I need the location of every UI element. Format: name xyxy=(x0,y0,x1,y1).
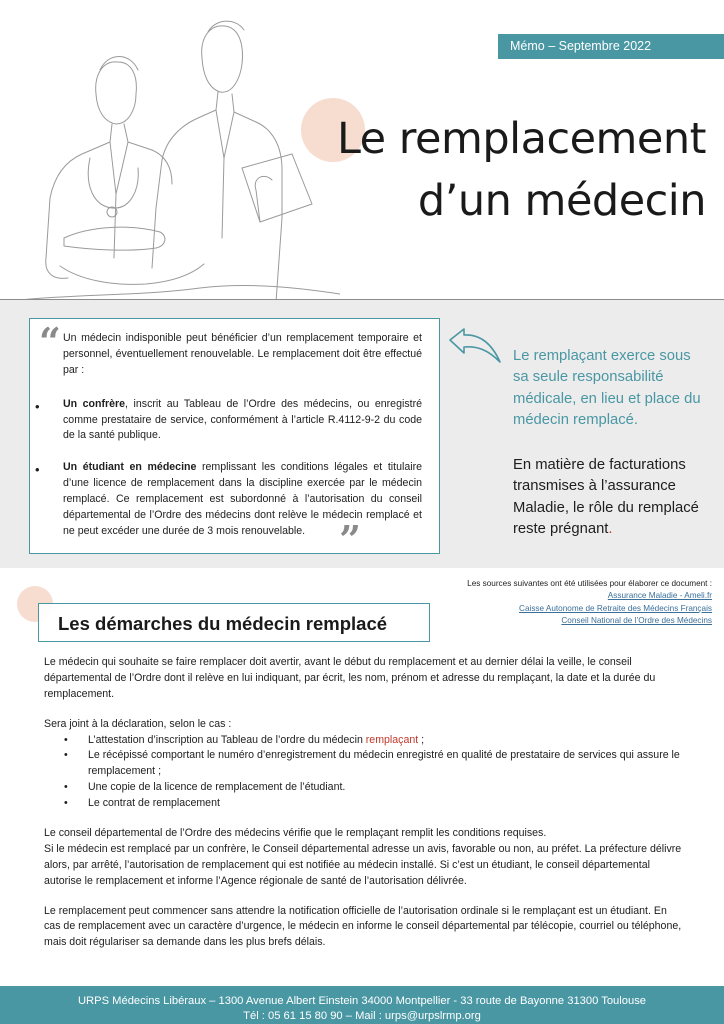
sources-intro: Les sources suivantes ont été utilisées pour élaborer ce document : xyxy=(467,579,712,588)
bullet-bold: Un confrère xyxy=(63,397,126,410)
list-item xyxy=(33,460,422,539)
list-item: • Une copie de la licence de remplacement de l’étudiant. xyxy=(44,780,684,796)
footer-contact: Tél : 05 61 15 80 90 – Mail : urps@urpslrmp.org xyxy=(243,1010,481,1023)
paragraph: Sera joint à la déclaration, selon le cas : xyxy=(44,717,232,730)
list-item-end: ; xyxy=(418,733,425,746)
paragraph: Si le médecin est remplacé par un confrère, le Conseil départemental adresse un avis, favorable ou non, au préfet. La préfecture délivre alors, par arrêté, l’autorisation de remplacement qui est notifiée au médecin installé. Si c’est un étudiant, le conseil départemental autorise le remplacement et informe l’Agence régionale de santé de l’autorisation délivrée. xyxy=(44,842,682,887)
page-title xyxy=(337,108,706,233)
curved-arrow-icon xyxy=(446,326,504,368)
memo-date-tag: Mémo – Septembre 2022 xyxy=(498,34,724,59)
bullet-bold: Un étudiant en médecine xyxy=(63,461,197,474)
source-link-ameli[interactable]: Assurance Maladie - Ameli.fr xyxy=(607,591,712,601)
list-item xyxy=(33,397,422,445)
side-note-teal: Le remplaçant exerce sous sa seule responsabilité médicale, en lieu et place du médecin remplacé. xyxy=(513,348,701,429)
side-note-dark xyxy=(513,455,703,541)
open-quote-icon: “ xyxy=(39,319,61,364)
doctors-line-illustration xyxy=(20,18,340,302)
source-link-carmf[interactable]: Caisse Autonome de Retraite des Médecins Français xyxy=(519,603,712,613)
source-link-cnom[interactable]: Conseil National de l’Ordre des Médecins xyxy=(561,615,712,625)
title-line-1: Le remplacement xyxy=(336,114,706,164)
bullet-text: , inscrit au Tableau de l’Ordre des médecins, ou enregistré comme prestataire de service, conformément à l’article R.4112-9-2 du code de la santé publique. xyxy=(63,397,422,442)
bullet-text: remplissant les conditions légales et titulaire d’une licence de remplacement dans la discipline exercée par le médecin remplacé. Ce remplacement est subordonné à l’autorisation du conseil départemental de l’Ordre des médecins dont relève le médecin remplacé et ne peut excéder une durée de 3 mois renouvelable. xyxy=(63,461,423,537)
body-content xyxy=(44,655,684,965)
list-item xyxy=(44,733,684,749)
paragraph: Le remplacement peut commencer sans attendre la notification officielle de l’autorisation ordinale si le remplaçant est un étudiant. En cas de remplacement avec un caractère d’urgence, le médecin en informe le conseil départemental par télécopie, courriel ou téléphone, mais doit régulariser sa demande dans les plus brefs délais. xyxy=(44,904,682,949)
quote-intro: Un médecin indisponible peut bénéficier d’un remplacement temporaire et personnel, éventuellement renouvelable. Le remplacement doit être effectué par : xyxy=(63,332,422,376)
highlight-word: remplaçant xyxy=(365,733,419,746)
title-line-2: d’un médecin xyxy=(417,176,706,227)
list-item-text: L’attestation d’inscription au Tableau de l’ordre du médecin xyxy=(88,733,366,746)
paragraph: Le conseil départemental de l’Ordre des médecins vérifie que le remplaçant remplit les conditions requises. xyxy=(44,827,547,840)
quote-box xyxy=(29,318,440,562)
documents-list xyxy=(44,733,684,812)
sources-block xyxy=(467,578,712,627)
side-note-text: En matière de facturations transmises à l’assurance Maladie, le rôle du remplacé reste prégnant xyxy=(513,457,699,538)
list-item: • Le récépissé comportant le numéro d’enregistrement du médecin enregistré en qualité de prestataire de services qui assure le remplacement ; xyxy=(44,748,684,780)
side-note-end: . xyxy=(608,521,613,538)
paragraph: Le médecin qui souhaite se faire remplacer doit avertir, avant le début du remplacement et au dernier délai la veille, le conseil départemental de l’Ordre dont il relève en lui indiquant, par écrit, les nom, prénom et adresse du remplaçant, la date et la durée du remplacement. xyxy=(44,656,656,700)
list-item: • Le contrat de remplacement xyxy=(44,796,684,812)
close-quote-icon: ” xyxy=(339,517,361,562)
footer-address: URPS Médecins Libéraux – 1300 Avenue Albert Einstein 34000 Montpellier - 33 route de Bayonne 31300 Toulouse xyxy=(77,995,647,1007)
footer xyxy=(0,986,724,1024)
section-heading: Les démarches du médecin remplacé xyxy=(38,603,430,642)
quote-list xyxy=(33,397,422,540)
